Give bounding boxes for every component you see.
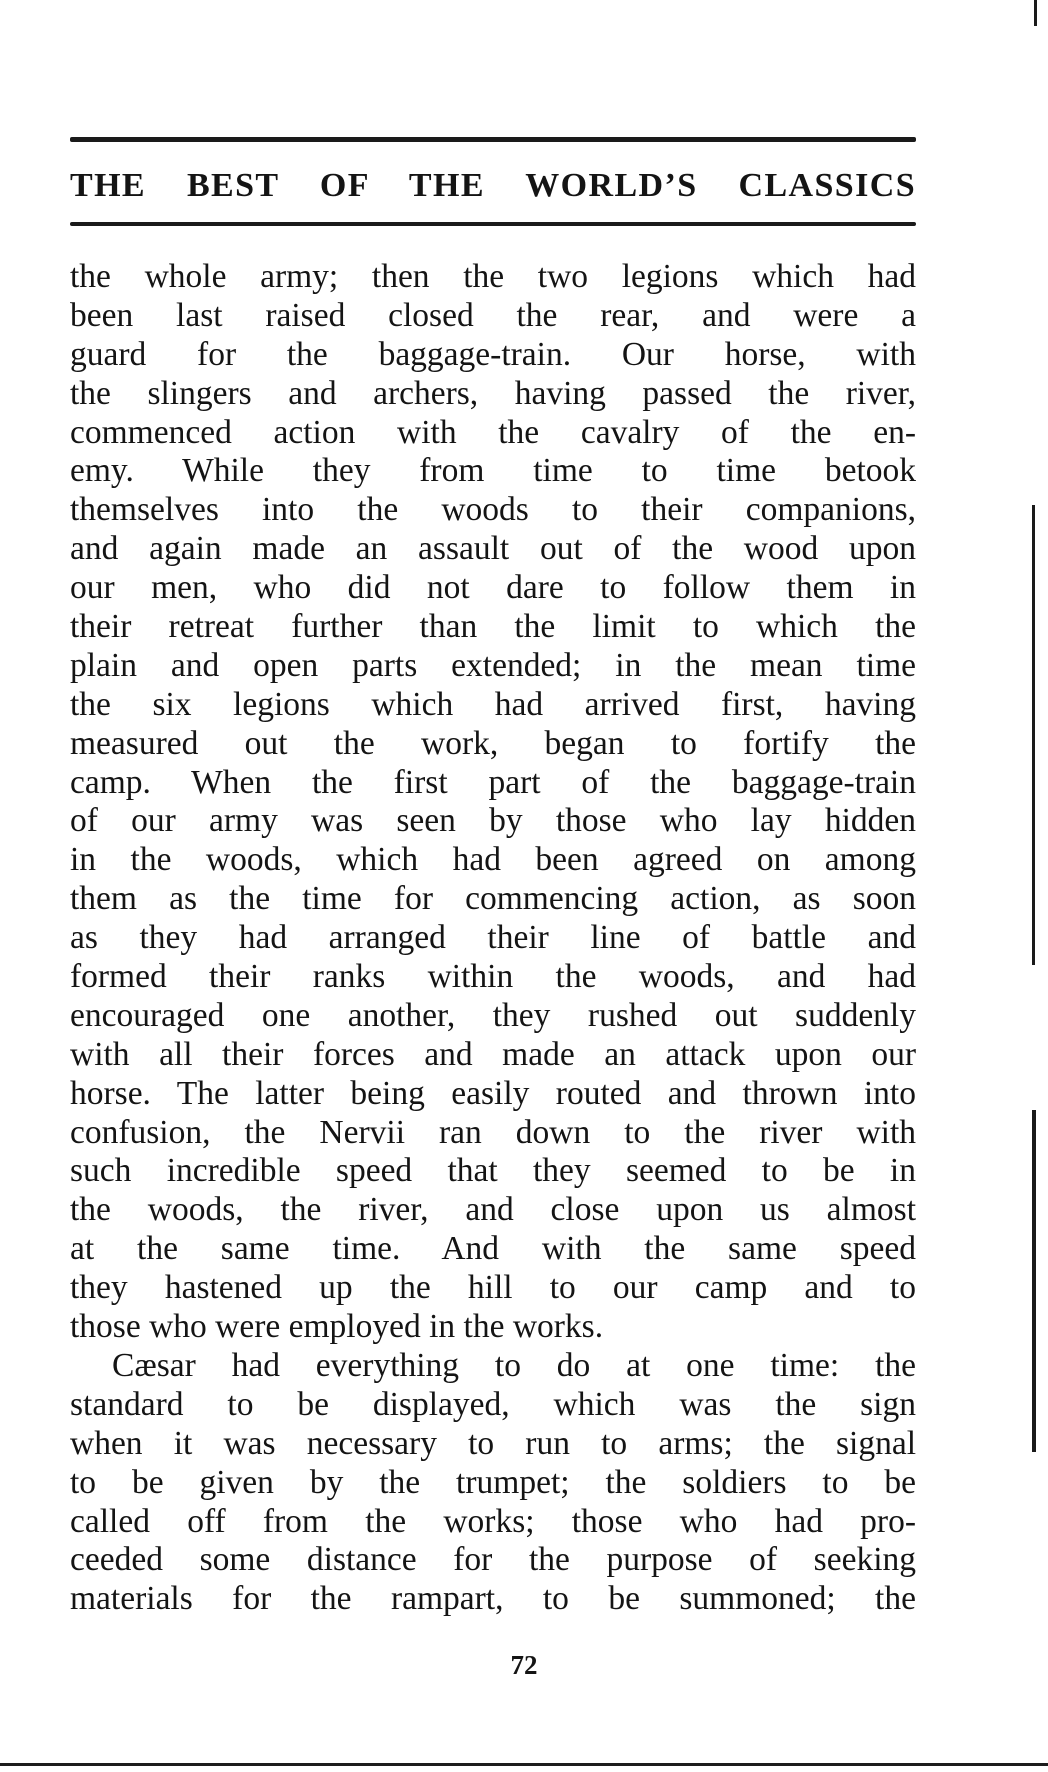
text-line: those who were employed in the works. <box>70 1308 604 1346</box>
text-line: plain and open parts extended; in the mean time <box>70 646 916 684</box>
paragraph <box>70 258 916 1347</box>
text-line: our men, who did not dare to follow them in <box>70 569 916 607</box>
text-line: standard to be displayed, which was the sign <box>70 1385 916 1423</box>
text-line: to be given by the trumpet; the soldiers to be <box>70 1463 916 1501</box>
text-line: the woods, the river, and close upon us almost <box>70 1191 916 1229</box>
text-line: and again made an assault out of the wood upon <box>70 530 916 568</box>
text-line: confusion, the Nervii ran down to the river with <box>70 1113 916 1151</box>
text-line: Cæsar had everything to do at one time: the <box>112 1346 916 1384</box>
text-line: the six legions which had arrived first, having <box>70 685 916 723</box>
bottom-edge-rule <box>0 1763 1048 1766</box>
text-line: ceeded some distance for the purpose of seeking <box>70 1541 916 1579</box>
text-line: in the woods, which had been agreed on among <box>70 841 916 879</box>
text-line: called off from the works; those who had pro- <box>70 1502 916 1540</box>
text-line: measured out the work, began to fortify the <box>70 724 916 762</box>
text-line: the whole army; then the two legions which had <box>70 258 916 295</box>
header-rule-top <box>70 137 916 142</box>
scan-edge-mark <box>1034 0 1037 26</box>
running-head: THE BEST OF THE WORLD’S CLASSICS <box>70 167 916 204</box>
text-line: of our army was seen by those who lay hidden <box>70 802 916 840</box>
text-line: the slingers and archers, having passed the river, <box>70 374 916 412</box>
body-text <box>70 258 916 1619</box>
scan-edge-mark <box>1032 1110 1036 1452</box>
text-line: such incredible speed that they seemed to be in <box>70 1152 916 1190</box>
text-line: when it was necessary to run to arms; the signal <box>70 1424 916 1462</box>
text-line: commenced action with the cavalry of the en- <box>70 413 916 451</box>
paragraph <box>70 1347 916 1619</box>
text-line: at the same time. And with the same speed <box>70 1230 916 1268</box>
header-rule-bottom <box>70 222 916 226</box>
text-line: horse. The latter being easily routed and thrown into <box>70 1074 916 1112</box>
text-line: materials for the rampart, to be summoned; the <box>70 1580 916 1618</box>
text-line: formed their ranks within the woods, and had <box>70 958 916 996</box>
text-line: them as the time for commencing action, as soon <box>70 880 916 918</box>
text-line: as they had arranged their line of battle and <box>70 919 916 957</box>
text-line: their retreat further than the limit to which the <box>70 608 916 646</box>
text-line: emy. While they from time to time betook <box>70 452 916 490</box>
page-number: 72 <box>510 1650 538 1680</box>
scan-edge-mark <box>1032 505 1035 965</box>
text-line: encouraged one another, they rushed out suddenly <box>70 996 916 1034</box>
text-line: camp. When the first part of the baggage-train <box>70 763 916 801</box>
text-line: they hastened up the hill to our camp and to <box>70 1269 916 1307</box>
text-line: been last raised closed the rear, and were a <box>70 296 916 334</box>
text-line: guard for the baggage-train. Our horse, with <box>70 335 916 373</box>
text-line: with all their forces and made an attack upon our <box>70 1035 916 1073</box>
text-line: themselves into the woods to their companions, <box>70 491 916 529</box>
